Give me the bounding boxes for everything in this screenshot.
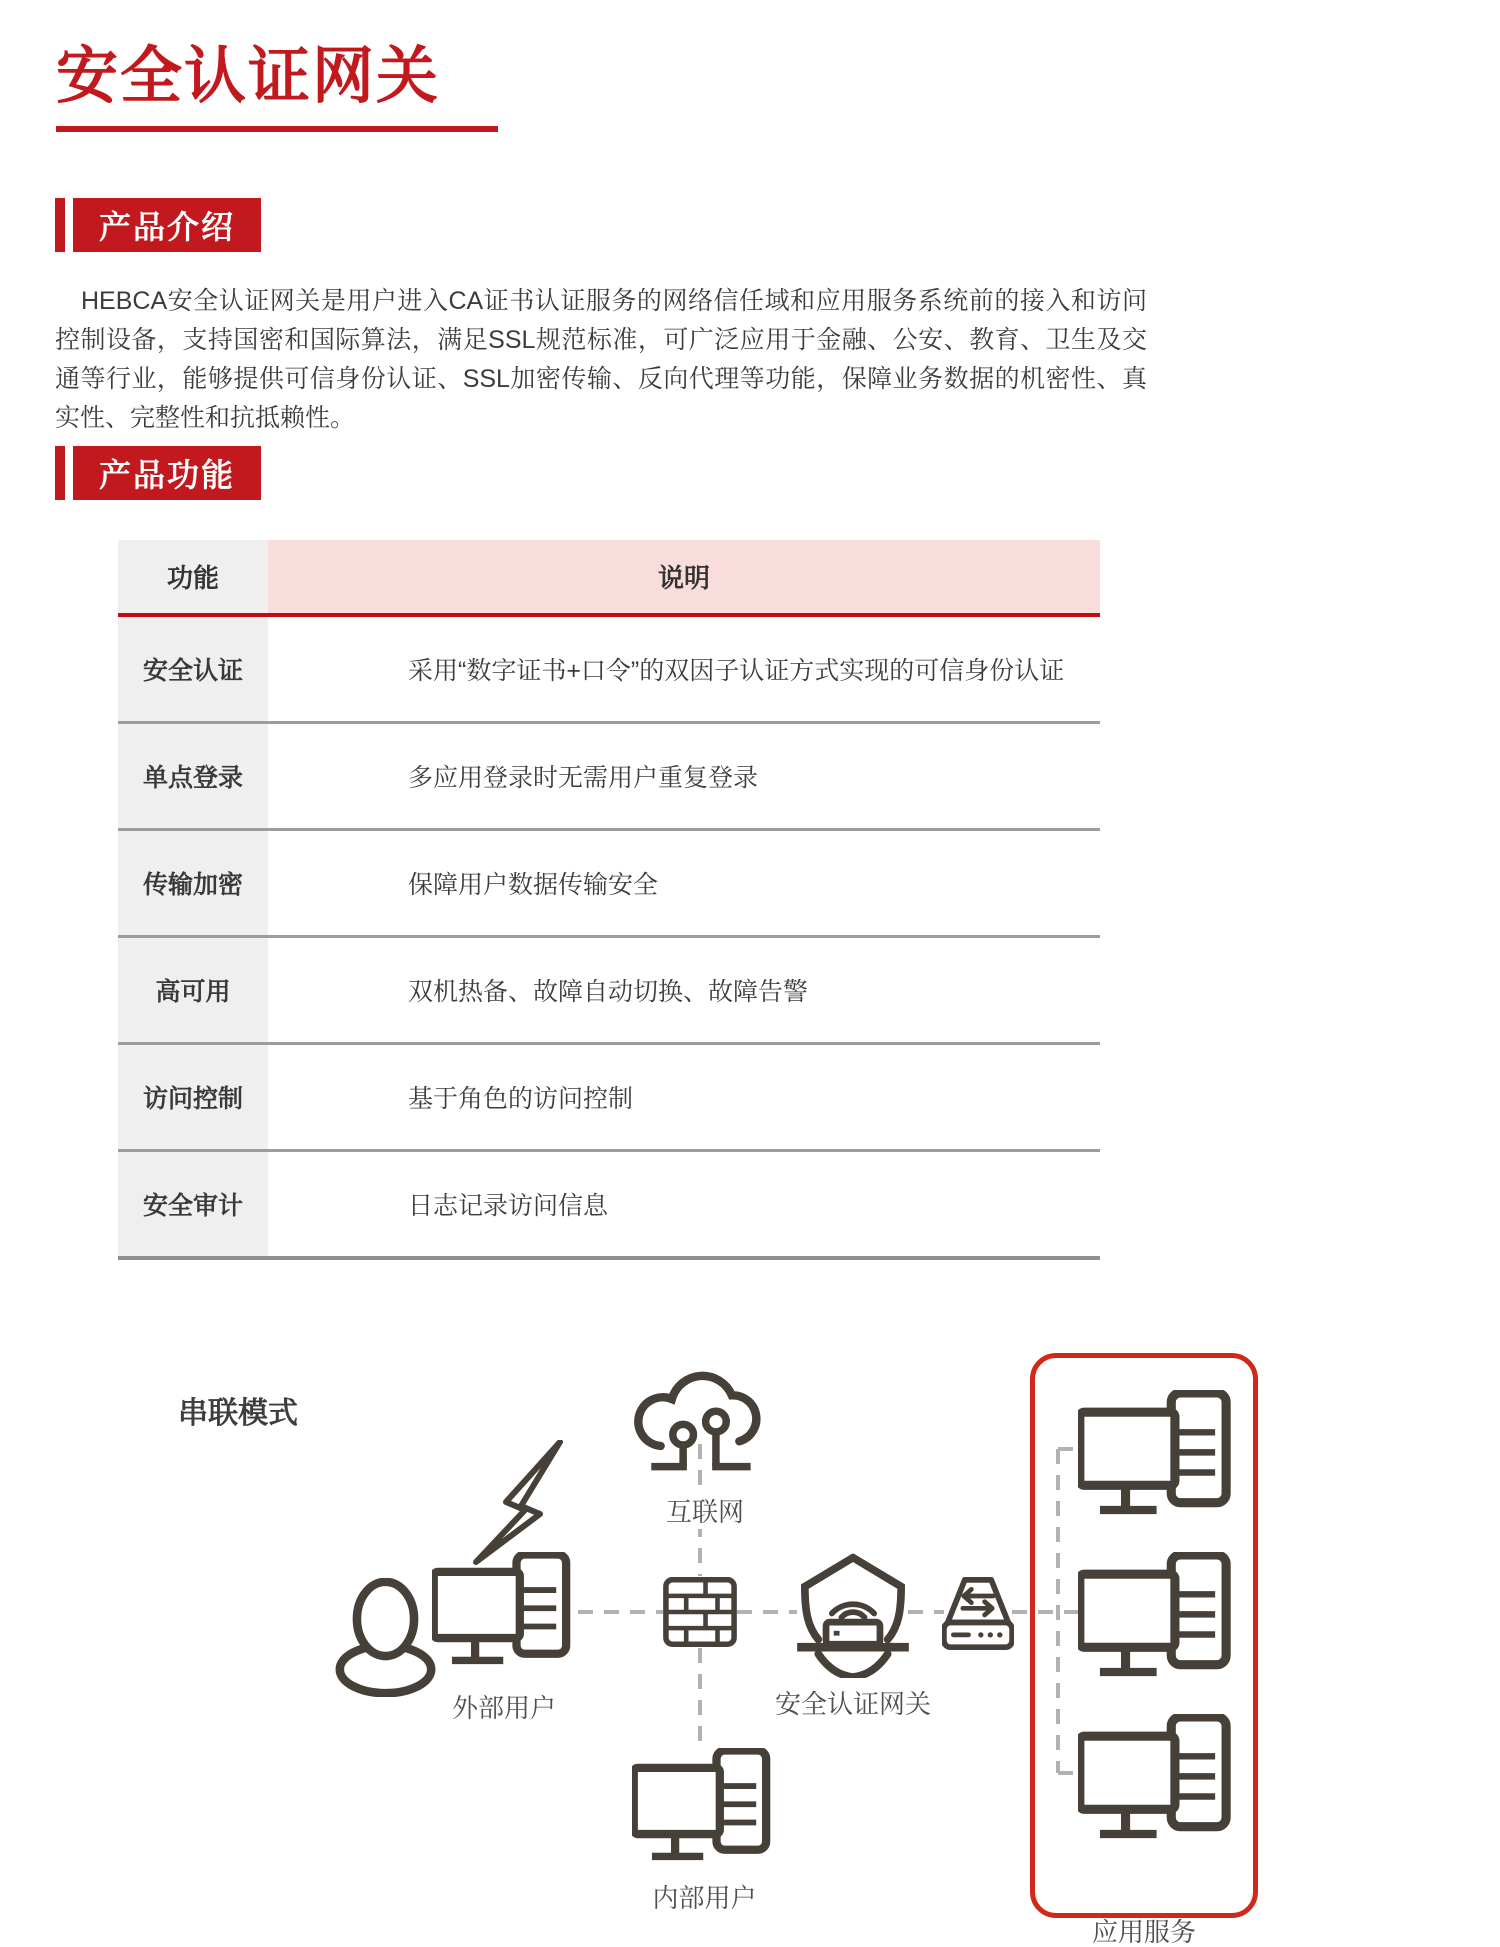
table-row (118, 1045, 1100, 1152)
app-server-icon (1078, 1552, 1238, 1685)
diagram-mode-label: 串联模式 (178, 1397, 298, 1430)
table-row (118, 617, 1100, 724)
section-header-intro (55, 198, 261, 252)
feature-name: 高可用 (118, 938, 268, 1042)
feature-desc: 双机热备、故障自动切换、故障告警 (268, 938, 1100, 1042)
external-user-label: 外部用户 (451, 1693, 556, 1723)
external-user-workstation-icon (432, 1552, 577, 1672)
cloud-icon (625, 1352, 775, 1493)
table-header-description: 说明 (268, 540, 1100, 613)
gateway-label: 安全认证网关 (774, 1689, 931, 1719)
feature-name: 访问控制 (118, 1045, 268, 1149)
section-heading-features: 产品功能 (73, 446, 261, 500)
section-heading-intro: 产品介绍 (73, 198, 261, 252)
app-server-icon (1078, 1714, 1238, 1847)
feature-name: 单点登录 (118, 724, 268, 828)
table-row (118, 724, 1100, 831)
table-header-function: 功能 (118, 540, 268, 613)
table-row (118, 1152, 1100, 1260)
table-row (118, 938, 1100, 1045)
lightning-icon (468, 1440, 568, 1565)
firewall-icon (663, 1577, 737, 1647)
internal-user-workstation-icon (632, 1748, 777, 1868)
person-icon (333, 1578, 438, 1697)
section-accent-bar (55, 198, 65, 252)
table-header-row (118, 540, 1100, 617)
feature-desc: 多应用登录时无需用户重复登录 (268, 724, 1100, 828)
shield-gateway-icon (795, 1548, 911, 1678)
app-server-icon (1078, 1390, 1238, 1523)
feature-name: 传输加密 (118, 831, 268, 935)
feature-name: 安全认证 (118, 617, 268, 721)
section-accent-bar (55, 446, 65, 500)
app-services-label: 应用服务 (1091, 1917, 1196, 1947)
feature-desc: 日志记录访问信息 (268, 1152, 1100, 1256)
internal-user-label: 内部用户 (652, 1883, 757, 1913)
feature-name: 安全审计 (118, 1152, 268, 1256)
intro-paragraph: HEBCA安全认证网关是用户进入CA证书认证服务的网络信任域和应用服务系统前的接入和访问控制设备，支持国密和国际算法，满足SSL规范标准，可广泛应用于金融、公安、教育、卫生及交通等行业，能够提供可信身份认证、SSL加密传输、反向代理等功能，保障业务数据的机密性、真实性、完整性和抗抵赖性。 (55, 287, 1147, 432)
section-header-features (55, 446, 261, 500)
feature-desc: 基于角色的访问控制 (268, 1045, 1100, 1149)
features-table (118, 540, 1100, 1260)
title-underline (56, 126, 498, 132)
load-balancer-icon (942, 1577, 1014, 1651)
page-title: 安全认证网关 (56, 42, 441, 111)
table-row (118, 831, 1100, 938)
feature-desc: 采用“数字证书+口令”的双因子认证方式实现的可信身份认证 (268, 617, 1100, 721)
feature-desc: 保障用户数据传输安全 (268, 831, 1100, 935)
internet-label: 互联网 (646, 1492, 764, 1529)
